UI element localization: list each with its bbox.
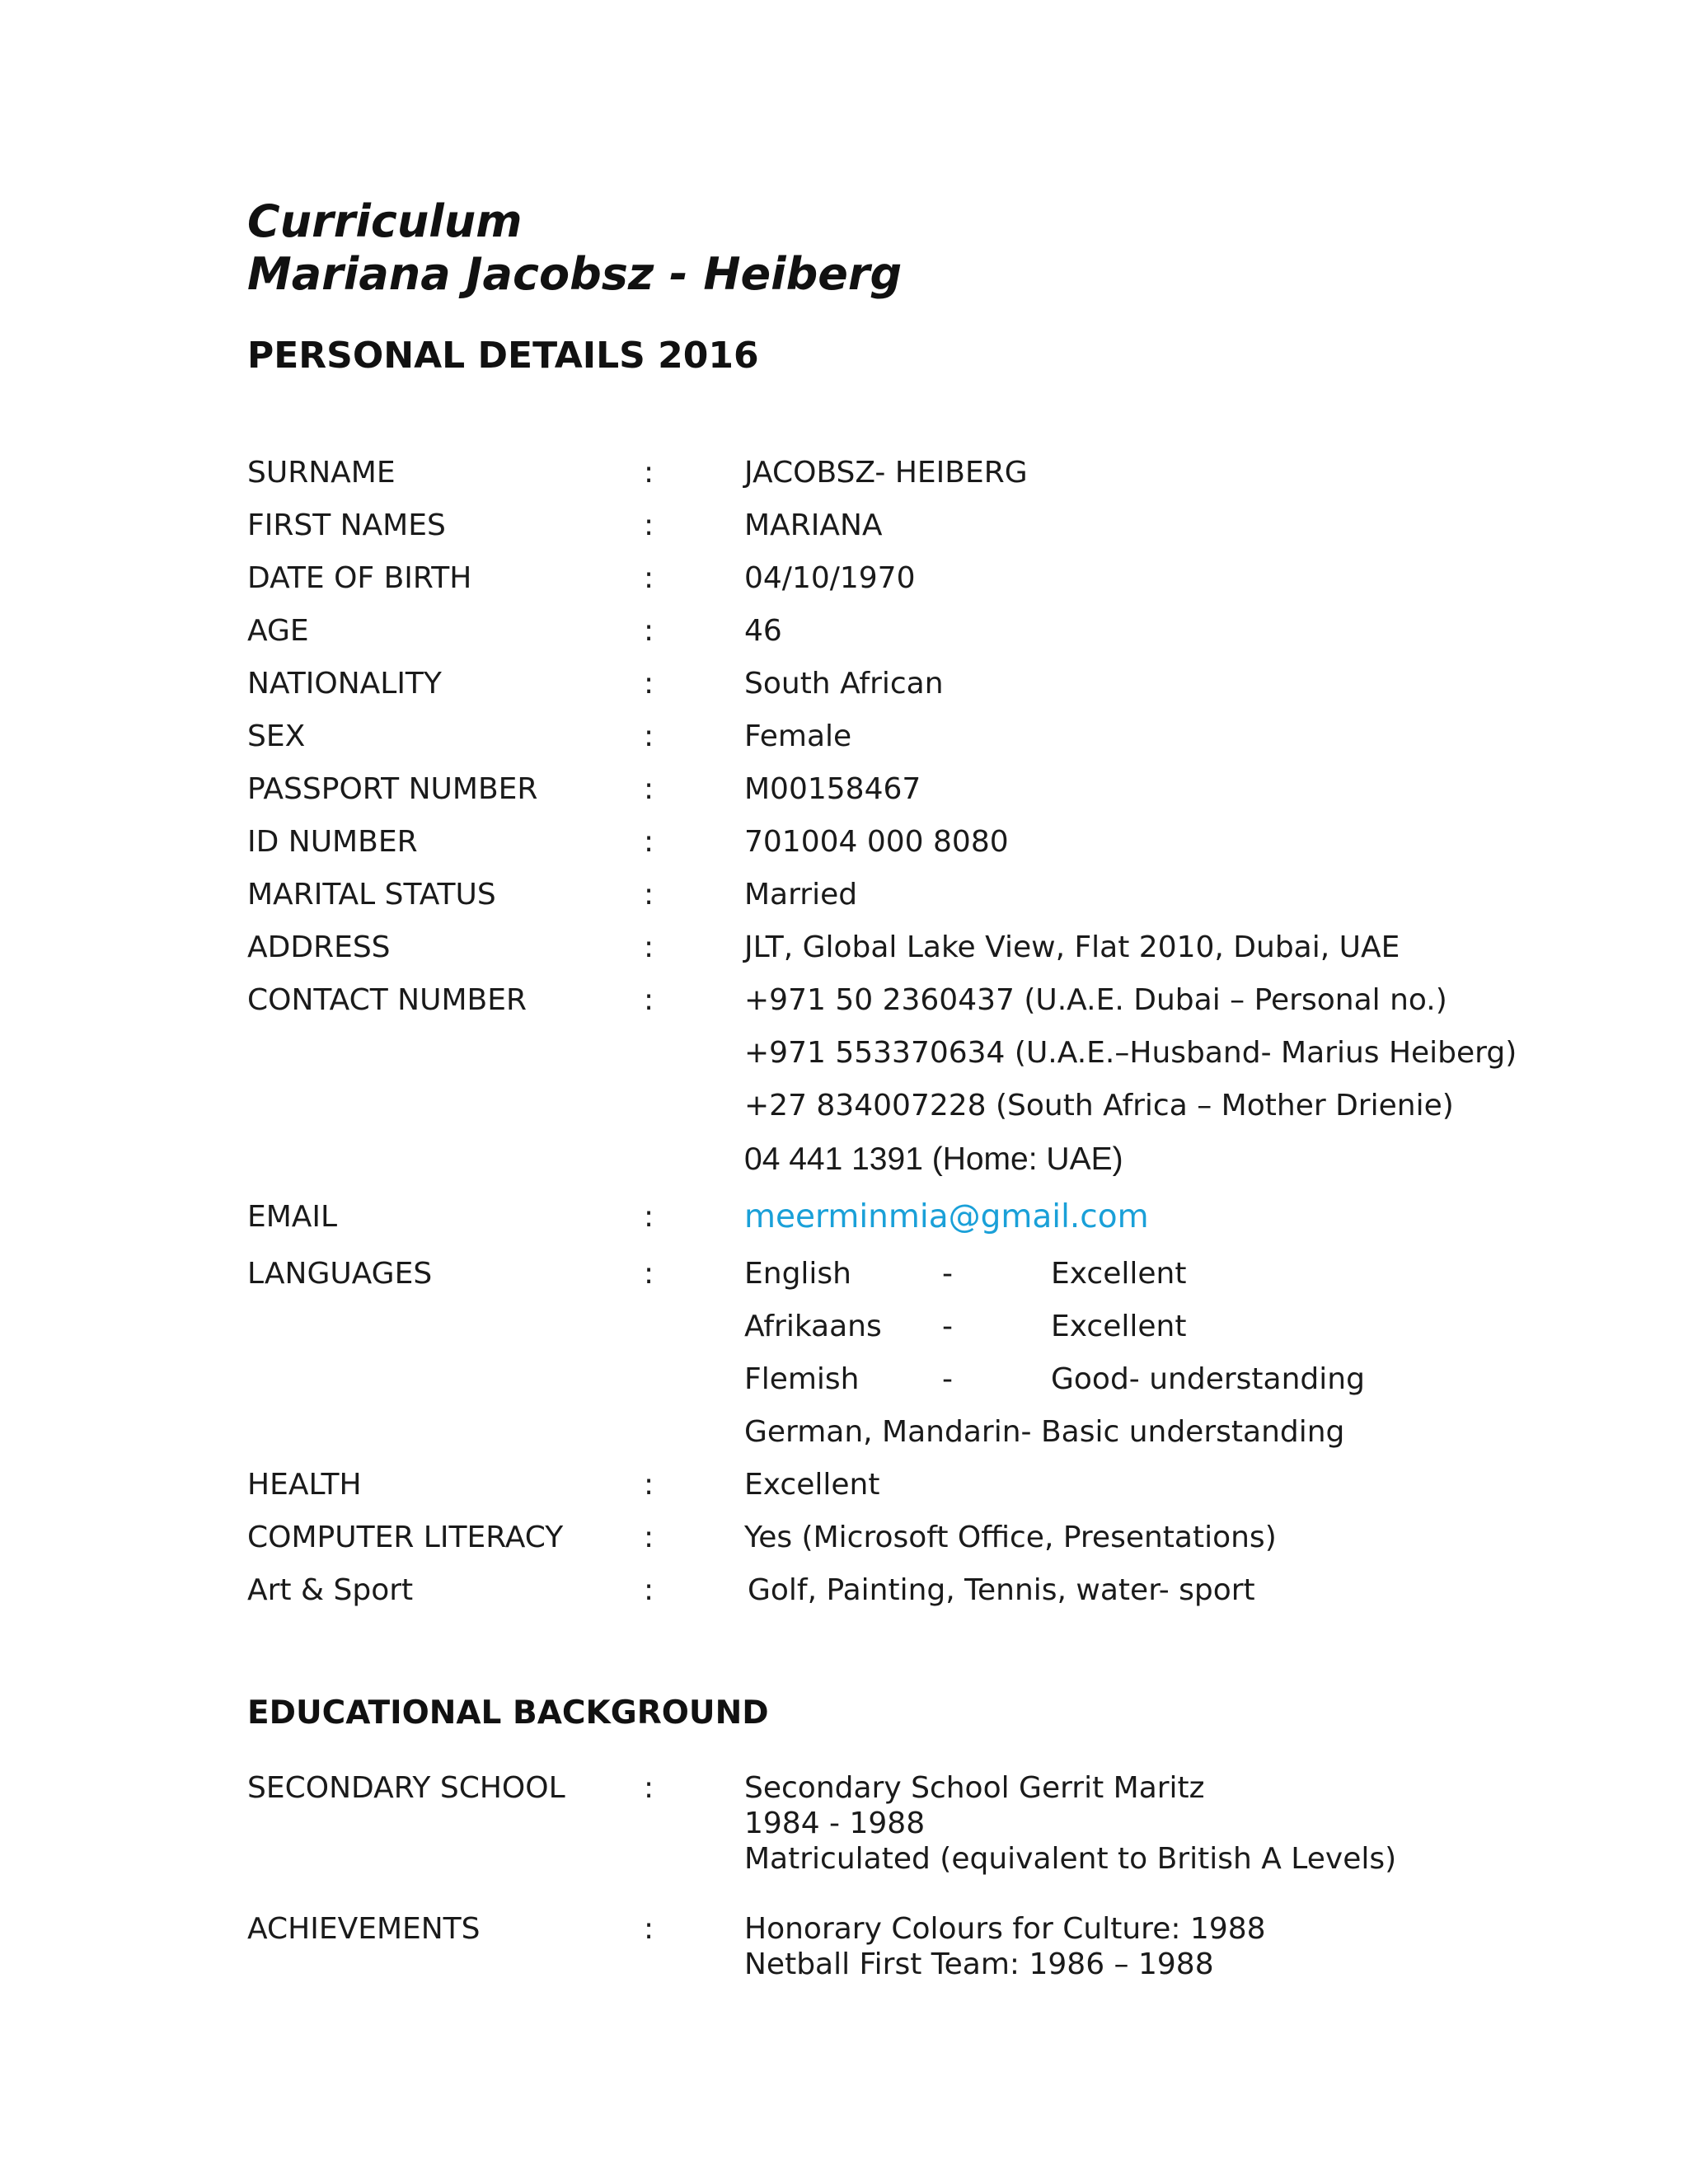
detail-row-address bbox=[0, 930, 1688, 979]
detail-separator: : bbox=[644, 561, 654, 595]
section-heading-personal-details: PERSONAL DETAILS 2016 bbox=[247, 335, 759, 377]
detail-row-art-sport bbox=[0, 1572, 1688, 1622]
achievements-list bbox=[744, 1911, 1266, 1982]
detail-row-passport-number bbox=[0, 771, 1688, 821]
achievement-item: Netball First Team: 1986 – 1988 bbox=[744, 1947, 1214, 1981]
contact-line: +971 50 2360437 (U.A.E. Dubai – Personal no.) bbox=[744, 983, 1447, 1017]
school-name: Secondary School Gerrit Maritz bbox=[744, 1771, 1205, 1805]
detail-label: SEX bbox=[247, 719, 306, 753]
detail-row-id-number bbox=[0, 824, 1688, 874]
detail-value: Excellent bbox=[744, 1468, 880, 1502]
detail-separator: : bbox=[644, 772, 654, 806]
detail-row-nationality bbox=[0, 666, 1688, 715]
detail-label: NATIONALITY bbox=[247, 667, 442, 701]
detail-row-surname bbox=[0, 455, 1688, 504]
detail-value: South African bbox=[744, 667, 944, 701]
detail-label: SURNAME bbox=[247, 456, 396, 490]
detail-row-age bbox=[0, 613, 1688, 663]
language-name: Flemish bbox=[744, 1362, 860, 1396]
detail-row-sex bbox=[0, 719, 1688, 768]
language-dash: - bbox=[942, 1310, 953, 1343]
detail-row-contact-number bbox=[0, 982, 1688, 1032]
language-extra: German, Mandarin- Basic understanding bbox=[744, 1415, 1345, 1449]
detail-label: COMPUTER LITERACY bbox=[247, 1521, 564, 1554]
detail-row-computer-literacy bbox=[0, 1520, 1688, 1569]
detail-value: Yes (Microsoft Office, Presentations) bbox=[744, 1521, 1277, 1554]
detail-label: ACHIEVEMENTS bbox=[247, 1912, 481, 1946]
section-heading-education: EDUCATIONAL BACKGROUND bbox=[247, 1694, 769, 1732]
detail-row-languages bbox=[0, 1256, 1688, 1305]
language-level: Good- understanding bbox=[1051, 1362, 1365, 1396]
detail-separator: : bbox=[644, 614, 654, 648]
email-link[interactable]: meerminmia@gmail.com bbox=[744, 1198, 1149, 1235]
detail-separator: : bbox=[644, 1771, 654, 1805]
detail-label: HEALTH bbox=[247, 1468, 362, 1502]
language-name: Afrikaans bbox=[744, 1310, 882, 1343]
detail-value: 04/10/1970 bbox=[744, 561, 916, 595]
detail-separator: : bbox=[644, 1573, 654, 1607]
detail-row-date-of-birth bbox=[0, 560, 1688, 610]
contact-row bbox=[0, 1088, 1688, 1137]
language-dash: - bbox=[942, 1362, 953, 1396]
detail-separator: : bbox=[644, 1257, 654, 1291]
school-years: 1984 - 1988 bbox=[744, 1807, 926, 1840]
detail-label: MARITAL STATUS bbox=[247, 878, 496, 912]
detail-label: SECONDARY SCHOOL bbox=[247, 1771, 565, 1805]
detail-label: ID NUMBER bbox=[247, 825, 418, 859]
detail-label: DATE OF BIRTH bbox=[247, 561, 472, 595]
detail-value: 46 bbox=[744, 614, 782, 648]
detail-row-first-names bbox=[0, 508, 1688, 557]
detail-separator: : bbox=[644, 667, 654, 701]
detail-value: JLT, Global Lake View, Flat 2010, Dubai, UAE bbox=[744, 930, 1400, 964]
school-info bbox=[744, 1770, 1396, 1877]
detail-row-marital-status bbox=[0, 877, 1688, 926]
detail-value: Female bbox=[744, 719, 852, 753]
document-subtitle-name: Mariana Jacobsz - Heiberg bbox=[247, 248, 903, 300]
detail-label: LANGUAGES bbox=[247, 1257, 433, 1291]
detail-row-email bbox=[0, 1199, 1688, 1249]
language-name: English bbox=[744, 1257, 851, 1291]
detail-label: ADDRESS bbox=[247, 930, 391, 964]
contact-line: +971 553370634 (U.A.E.–Husband- Marius Heiberg) bbox=[744, 1036, 1517, 1070]
detail-value: M00158467 bbox=[744, 772, 921, 806]
contact-row bbox=[0, 1035, 1688, 1085]
detail-value: JACOBSZ- HEIBERG bbox=[744, 456, 1028, 490]
document-title: Curriculum bbox=[247, 195, 523, 247]
detail-separator: : bbox=[644, 1200, 654, 1234]
detail-separator: : bbox=[644, 719, 654, 753]
detail-label: FIRST NAMES bbox=[247, 509, 446, 542]
language-dash: - bbox=[942, 1257, 953, 1291]
language-level: Excellent bbox=[1051, 1310, 1187, 1343]
detail-label: PASSPORT NUMBER bbox=[247, 772, 538, 806]
detail-value: Married bbox=[744, 878, 858, 912]
language-level: Excellent bbox=[1051, 1257, 1187, 1291]
detail-separator: : bbox=[644, 878, 654, 912]
detail-separator: : bbox=[644, 983, 654, 1017]
school-qualification: Matriculated (equivalent to British A Levels) bbox=[744, 1842, 1397, 1876]
detail-value: 701004 000 8080 bbox=[744, 825, 1009, 859]
detail-separator: : bbox=[644, 1521, 654, 1554]
language-row bbox=[0, 1361, 1688, 1411]
detail-separator: : bbox=[644, 1468, 654, 1502]
detail-row-secondary-school bbox=[0, 1770, 1688, 1886]
detail-label: EMAIL bbox=[247, 1200, 338, 1234]
detail-value: MARIANA bbox=[744, 509, 883, 542]
detail-label: AGE bbox=[247, 614, 309, 648]
detail-label: Art & Sport bbox=[247, 1573, 414, 1607]
detail-value: Golf, Painting, Tennis, water- sport bbox=[748, 1573, 1255, 1607]
detail-row-achievements bbox=[0, 1911, 1688, 1994]
achievement-item: Honorary Colours for Culture: 1988 bbox=[744, 1912, 1266, 1946]
language-row bbox=[0, 1309, 1688, 1358]
language-row-extra bbox=[0, 1414, 1688, 1464]
detail-row-health bbox=[0, 1467, 1688, 1516]
detail-separator: : bbox=[644, 930, 654, 964]
detail-separator: : bbox=[644, 1912, 654, 1946]
contact-line: +27 834007228 (South Africa – Mother Drienie) bbox=[744, 1089, 1454, 1122]
contact-row bbox=[0, 1141, 1688, 1191]
detail-separator: : bbox=[644, 509, 654, 542]
contact-line-home: 04 441 1391 (Home: UAE) bbox=[744, 1141, 1123, 1177]
detail-separator: : bbox=[644, 825, 654, 859]
detail-separator: : bbox=[644, 456, 654, 490]
detail-label: CONTACT NUMBER bbox=[247, 983, 527, 1017]
